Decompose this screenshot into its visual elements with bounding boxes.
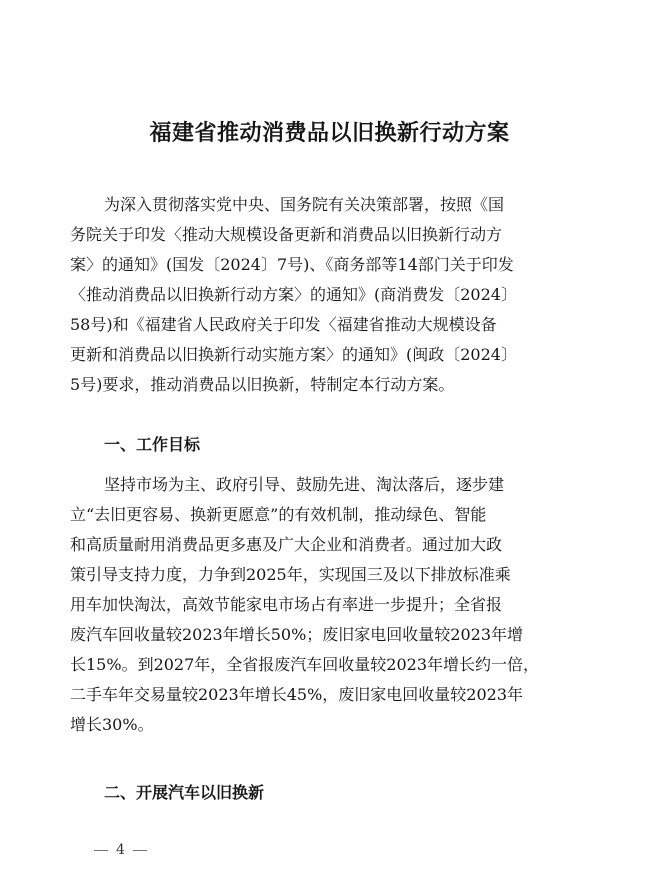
paragraph-line: 长15%。到2027年，全省报废汽车回收量较2023年增长约一倍， (70, 655, 540, 674)
section-heading-work-goals: 一、工作目标 (104, 435, 201, 454)
paragraph-line: 〈推动消费品以旧换新行动方案〉的通知》(商消费发〔2024〕 (70, 285, 517, 304)
paragraph-line: 和高质量耐用消费品更多惠及广大企业和消费者。通过加大政 (70, 535, 503, 554)
footer-dash-left (94, 850, 108, 851)
paragraph-line: 用车加快淘汰，高效节能家电市场占有率进一步提升；全省报 (70, 595, 503, 614)
paragraph-line: 58号)和《福建省人民政府关于印发〈福建省推动大规模设备 (70, 315, 497, 334)
document-title: 福建省推动消费品以旧换新行动方案 (149, 120, 510, 146)
paragraph-line: 二手车年交易量较2023年增长45%，废旧家电回收量较2023年 (70, 685, 524, 704)
paragraph-line: 立“去旧更容易、换新更愿意”的有效机制，推动绿色、智能 (70, 505, 487, 524)
footer-dash-right (133, 850, 147, 851)
paragraph-line: 更新和消费品以旧换新行动实施方案〉的通知》(闽政〔2024〕 (70, 345, 517, 364)
work-goals-paragraph (70, 470, 585, 740)
paragraph-line: 为深入贯彻落实党中央、国务院有关决策部署，按照《国 (104, 195, 505, 214)
page-number: 4 (116, 842, 125, 858)
section-heading-auto-trade-in: 二、开展汽车以旧换新 (104, 783, 265, 802)
paragraph-line: 坚持市场为主、政府引导、鼓励先进、淘汰落后，逐步建 (104, 475, 505, 494)
paragraph-line: 5号)要求，推动消费品以旧换新，特制定本行动方案。 (70, 375, 455, 394)
paragraph-line: 废汽车回收量较2023年增长50%；废旧家电回收量较2023年增 (70, 625, 524, 644)
page-number-footer (86, 842, 155, 858)
paragraph-line: 案〉的通知》(国发〔2024〕7号)、《商务部等14部门关于印发 (70, 255, 514, 274)
paragraph-line: 增长30%。 (70, 715, 154, 734)
paragraph-line: 策引导支持力度，力争到2025年，实现国三及以下排放标准乘 (70, 565, 511, 584)
intro-paragraph (70, 190, 585, 400)
paragraph-line: 务院关于印发〈推动大规模设备更新和消费品以旧换新行动方 (70, 225, 503, 244)
